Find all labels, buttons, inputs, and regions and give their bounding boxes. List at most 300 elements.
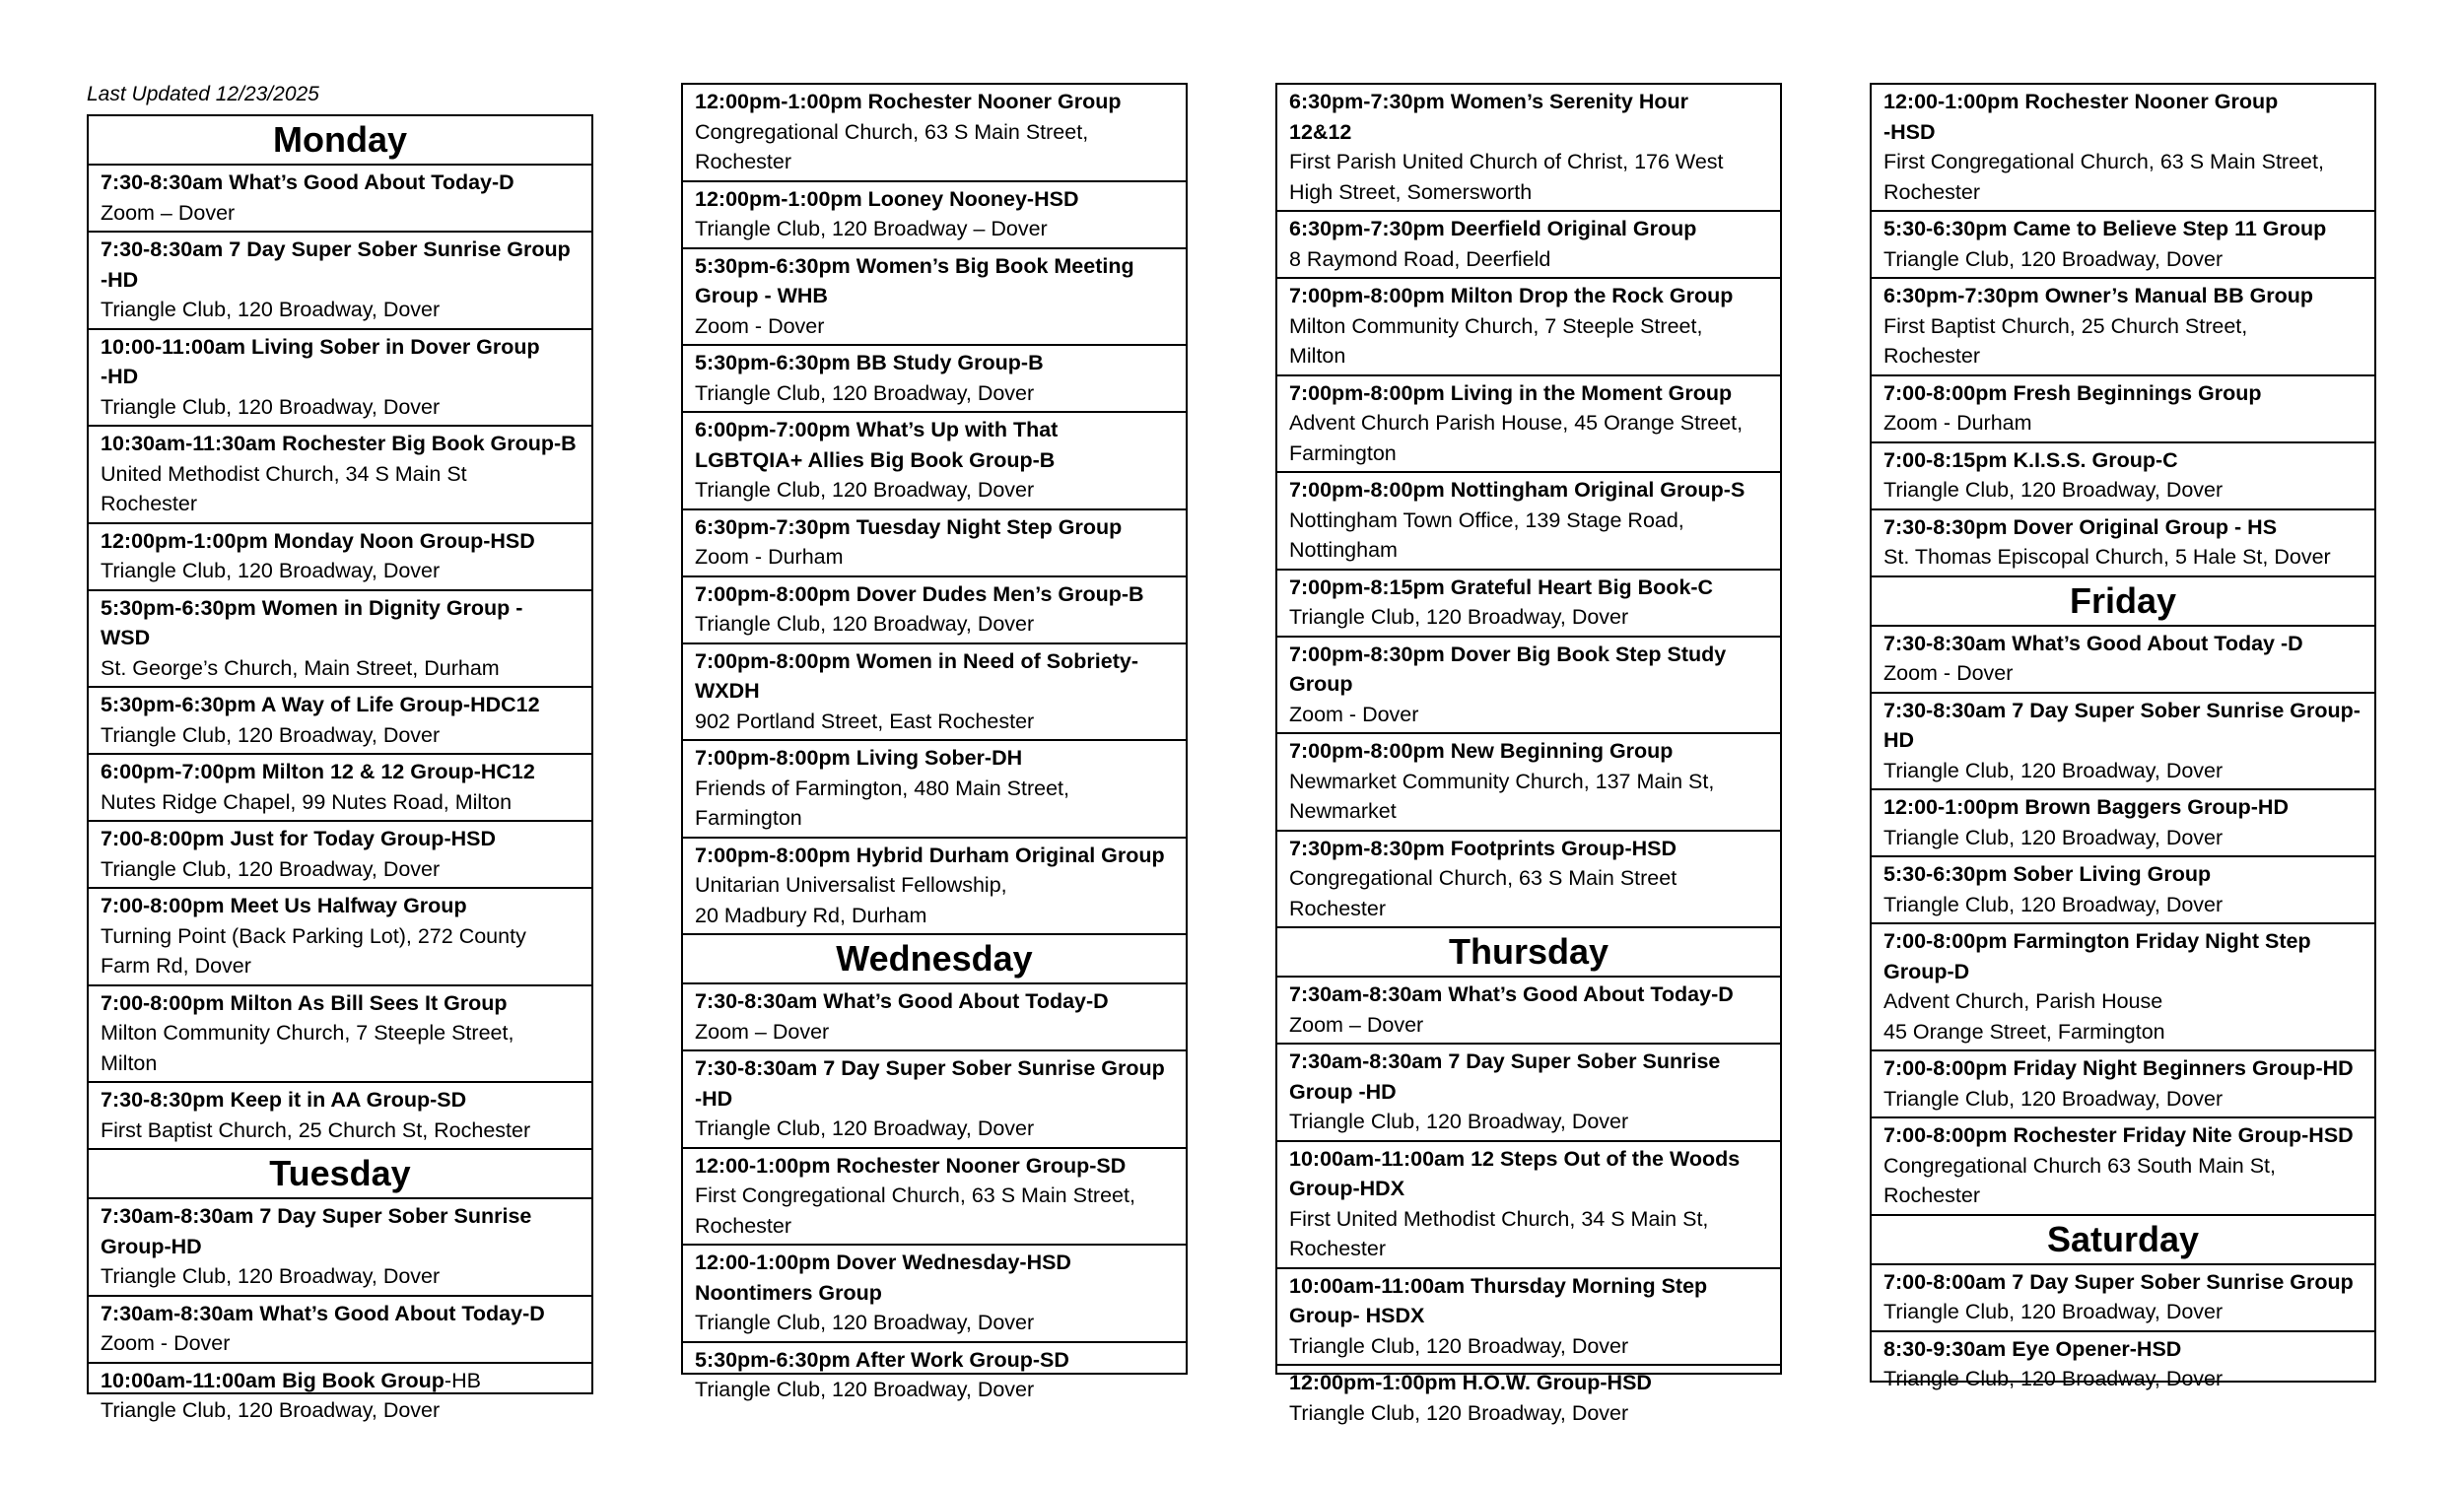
meeting-location-line: Advent Church, Parish House — [1883, 989, 2163, 1013]
meeting-title-line: 7:00pm-8:30pm Dover Big Book Step Study — [1289, 642, 1727, 666]
meeting-location — [101, 198, 585, 229]
meeting-title-line: 7:00pm-8:00pm Living in the Moment Group — [1289, 380, 1733, 405]
meeting-entry — [1872, 279, 2374, 376]
meeting-location-line: Triangle Club, 120 Broadway, Dover — [1883, 1367, 2224, 1390]
meeting-location-line: Unitarian Universalist Fellowship, — [695, 873, 1007, 897]
meeting-title-line: -HD — [101, 267, 139, 292]
meeting-title-line: 10:00am-11:00am 12 Steps Out of the Woods — [1289, 1146, 1741, 1171]
meeting-title — [101, 332, 585, 392]
meeting-title-line: 7:00-8:15pm K.I.S.S. Group-C — [1883, 447, 2178, 472]
meeting-location-line: Triangle Club, 120 Broadway, Dover — [1289, 1333, 1629, 1358]
meeting-title — [695, 1053, 1180, 1114]
meeting-location — [695, 1181, 1180, 1241]
meeting-title-line: 8:30-9:30am Eye Opener-HSD — [1883, 1336, 2182, 1361]
meeting-location — [101, 459, 585, 519]
meeting-title — [1883, 792, 2368, 823]
schedule-column-2 — [681, 83, 1188, 1401]
meeting-title-line: HD — [1883, 728, 1915, 752]
meeting-title-suffix: -HB — [444, 1368, 481, 1392]
meeting-title-line: 6:00pm-7:00pm What’s Up with That — [695, 418, 1059, 441]
meeting-location — [1883, 475, 2368, 506]
meeting-title — [695, 986, 1180, 1017]
meeting-location-line: Zoom - Dover — [101, 1331, 231, 1355]
meeting-location-line: Zoom – Dover — [695, 1019, 830, 1044]
meeting-entry — [1277, 1045, 1780, 1142]
meeting-title-line: 7:00pm-8:00pm Milton Drop the Rock Group — [1289, 284, 1734, 307]
meeting-title-line: 7:30-8:30pm Keep it in AA Group-SD — [101, 1088, 467, 1112]
meeting-location-line: Milton — [101, 1050, 158, 1075]
meeting-location — [101, 1395, 585, 1426]
meeting-location-line: Rochester — [1883, 1183, 1980, 1207]
meeting-location-line: Triangle Club, 120 Broadway, Dover — [101, 559, 441, 582]
meeting-location-line: Congregational Church 63 South Main St, — [1883, 1153, 2276, 1178]
meeting-entry — [89, 1364, 591, 1429]
meeting-entry — [683, 644, 1186, 742]
meeting-title — [695, 512, 1180, 543]
meeting-location — [1289, 506, 1774, 566]
meeting-location — [1883, 823, 2368, 853]
meeting-entry — [683, 510, 1186, 577]
meeting-title-line: 7:00-8:00pm Friday Night Beginners Group-HD — [1883, 1056, 2354, 1080]
meeting-title — [695, 87, 1180, 117]
meeting-location-line: First Congregational Church, 63 S Main Street, — [1883, 150, 2324, 173]
meeting-entry — [1277, 376, 1780, 474]
meeting-entry — [1872, 85, 2374, 212]
meeting-entry — [1277, 1142, 1780, 1269]
meeting-location — [1883, 1364, 2368, 1394]
meeting-entry — [683, 346, 1186, 413]
meeting-location-line: First Congregational Church, 63 S Main Street, — [695, 1183, 1135, 1207]
meeting-location-line: United Methodist Church, 34 S Main St — [101, 461, 467, 486]
meeting-title-line: 6:30pm-7:30pm Deerfield Original Group — [1289, 217, 1697, 240]
meeting-title-line: 5:30pm-6:30pm Women in Dignity Group - — [101, 595, 523, 620]
meeting-location-line: St. George’s Church, Main Street, Durham — [101, 655, 500, 680]
meeting-location-line: 902 Portland Street, East Rochester — [695, 709, 1035, 733]
meeting-location — [695, 774, 1180, 834]
meeting-title-line: 7:30am-8:30am What’s Good About Today-D — [101, 1301, 545, 1325]
meeting-location — [101, 1261, 585, 1292]
meeting-title-line: 7:30am-8:30am What’s Good About Today-D — [1289, 982, 1734, 1006]
schedule-column-1 — [87, 114, 593, 1422]
meeting-title — [101, 593, 585, 653]
meeting-title-line: 7:30-8:30am What’s Good About Today-D — [101, 170, 514, 194]
meeting-location — [1883, 890, 2368, 920]
meeting-location-line: Triangle Club, 120 Broadway, Dover — [695, 1378, 1035, 1401]
meeting-location — [101, 787, 585, 818]
meeting-location-line: First United Methodist Church, 34 S Main St, — [1289, 1206, 1709, 1231]
meeting-title — [101, 1085, 585, 1115]
meeting-location-line: 20 Madbury Rd, Durham — [695, 903, 927, 927]
meeting-title-line: Group -HD — [1289, 1079, 1397, 1104]
meeting-entry — [89, 524, 591, 591]
meeting-location-line: 8 Raymond Road, Deerfield — [1289, 246, 1551, 271]
meeting-title-line: 7:30-8:30am What’s Good About Today -D — [1883, 631, 2303, 655]
meeting-location — [1883, 1084, 2368, 1115]
meeting-title-line: WXDH — [695, 679, 760, 703]
meeting-location-line: Newmarket Community Church, 137 Main St, — [1289, 769, 1715, 793]
meeting-title-line: 10:00am-11:00am Thursday Morning Step — [1289, 1273, 1708, 1298]
meeting-title — [1883, 378, 2368, 409]
meeting-title-line: 6:30pm-7:30pm Owner’s Manual BB Group — [1883, 284, 2314, 307]
meeting-location — [1289, 700, 1774, 730]
meeting-title-line: WSD — [101, 626, 151, 649]
meeting-location — [101, 392, 585, 423]
meeting-location — [1289, 1204, 1774, 1264]
meeting-title — [1883, 1053, 2368, 1084]
meeting-entry — [1872, 924, 2374, 1051]
meeting-title — [1289, 281, 1774, 311]
meeting-location — [101, 1115, 585, 1146]
meeting-title-line: Group- HSDX — [1289, 1304, 1425, 1327]
meeting-location-line: Newmarket — [1289, 799, 1397, 823]
day-heading: Wednesday — [683, 935, 1186, 984]
meeting-location-line: Nottingham Town Office, 139 Stage Road, — [1289, 507, 1684, 532]
meeting-entry — [683, 1051, 1186, 1149]
meeting-title-line: 12:00pm-1:00pm Looney Nooney-HSD — [695, 186, 1079, 211]
meeting-entry — [1872, 1118, 2374, 1216]
meeting-entry — [89, 1083, 591, 1150]
meeting-title-line: 5:30pm-6:30pm BB Study Group-B — [695, 351, 1044, 374]
meeting-location-line: Triangle Club, 120 Broadway, Dover — [1289, 605, 1629, 629]
meeting-location — [695, 542, 1180, 573]
meeting-title — [101, 168, 585, 198]
meeting-title — [1289, 378, 1774, 409]
meeting-location-line: Rochester — [1883, 344, 1980, 368]
meeting-entry — [683, 1343, 1186, 1408]
meeting-location-line: First Baptist Church, 25 Church Street, — [1883, 313, 2248, 338]
meeting-location — [695, 1375, 1180, 1405]
meeting-title-line: 10:00-11:00am Living Sober in Dover Group — [101, 334, 540, 359]
meeting-entry — [1872, 627, 2374, 694]
meeting-location — [695, 378, 1180, 409]
meeting-title — [695, 743, 1180, 774]
meeting-location — [1883, 542, 2368, 573]
meeting-title — [1289, 736, 1774, 767]
meeting-title — [101, 429, 585, 459]
meeting-location-line: Congregational Church, 63 S Main Street — [1289, 866, 1677, 890]
meeting-title-line: 7:00pm-8:00pm Hybrid Durham Original Group — [695, 843, 1165, 867]
meeting-entry — [683, 1246, 1186, 1343]
meeting-title — [1289, 640, 1774, 700]
meeting-entry — [1277, 1366, 1780, 1431]
meeting-title-line: 12:00-1:00pm Brown Baggers Group-HD — [1883, 795, 2289, 819]
meeting-title-line: 12&12 — [1289, 119, 1352, 144]
meeting-location — [1289, 1107, 1774, 1137]
meeting-location — [1289, 1398, 1774, 1429]
meeting-title-line: Group-HDX — [1289, 1177, 1405, 1200]
meeting-location-line: Rochester — [1883, 179, 1980, 204]
meeting-location-line: Rochester — [101, 492, 197, 515]
meeting-location-line: Nottingham — [1289, 538, 1398, 562]
meeting-title — [695, 579, 1180, 610]
meeting-location-line: Triangle Club, 120 Broadway, Dover — [695, 478, 1035, 502]
meeting-entry — [683, 984, 1186, 1051]
meeting-title-line: 6:00pm-7:00pm Milton 12 & 12 Group-HC12 — [101, 760, 535, 783]
meeting-location-line: Triangle Club, 120 Broadway, Dover — [1883, 1300, 2224, 1323]
meeting-entry — [89, 755, 591, 822]
meeting-title-line: 5:30pm-6:30pm Women’s Big Book Meeting — [695, 253, 1134, 278]
meeting-title — [101, 526, 585, 557]
meeting-title — [1289, 87, 1774, 147]
meeting-entry — [1872, 510, 2374, 577]
meeting-title-line: 7:30-8:30am 7 Day Super Sober Sunrise Group — [101, 237, 571, 261]
meeting-location — [101, 653, 585, 684]
meeting-location — [1289, 408, 1774, 468]
meeting-location-line: Rochester — [695, 1213, 791, 1238]
meeting-location — [695, 214, 1180, 244]
meeting-title-line: 10:30am-11:30am Rochester Big Book Group-B — [101, 432, 577, 455]
meeting-title-line: 12:00-1:00pm Dover Wednesday-HSD — [695, 1250, 1071, 1274]
meeting-entry — [1872, 1332, 2374, 1397]
meeting-location-line: Milton — [1289, 344, 1346, 368]
meeting-title — [101, 824, 585, 854]
meeting-title-line: 12:00pm-1:00pm H.O.W. Group-HSD — [1289, 1371, 1652, 1394]
meeting-location-line: Zoom - Dover — [695, 313, 825, 338]
meeting-title-line: 7:30am-8:30am 7 Day Super Sober Sunrise — [1289, 1049, 1721, 1073]
meeting-location — [695, 1308, 1180, 1338]
meeting-entry — [683, 182, 1186, 249]
meeting-title — [1289, 1047, 1774, 1107]
meeting-entry — [1277, 212, 1780, 279]
meeting-location-line: Rochester — [1289, 896, 1386, 920]
meeting-title — [695, 348, 1180, 378]
meeting-title — [1883, 926, 2368, 986]
meeting-location — [695, 870, 1180, 930]
day-heading: Friday — [1872, 577, 2374, 627]
meeting-location-line: Triangle Club, 120 Broadway, Dover — [101, 1398, 441, 1422]
meeting-entry — [1277, 1269, 1780, 1367]
meeting-location-line: Rochester — [1289, 1237, 1386, 1260]
meeting-location — [695, 707, 1180, 737]
meeting-location-line: Triangle Club, 120 Broadway, Dover — [1289, 1400, 1629, 1425]
meeting-location-line: Farmington — [1289, 440, 1397, 465]
meeting-title — [101, 757, 585, 787]
day-heading: Thursday — [1277, 928, 1780, 978]
meeting-title — [695, 251, 1180, 311]
meeting-entry — [1872, 443, 2374, 510]
meeting-title-line: 7:00pm-8:15pm Grateful Heart Big Book-C — [1289, 575, 1714, 599]
meeting-location — [1289, 602, 1774, 633]
meeting-title — [101, 891, 585, 921]
meeting-title-line: 7:30-8:30am What’s Good About Today-D — [695, 989, 1109, 1013]
meeting-location-line: Triangle Club, 120 Broadway, Dover — [101, 298, 441, 321]
meeting-location — [101, 1018, 585, 1078]
meeting-title-line: 5:30-6:30pm Came to Believe Step 11 Group — [1883, 217, 2327, 240]
meeting-title — [695, 184, 1180, 215]
meeting-location-line: Zoom - Durham — [695, 545, 844, 569]
meeting-location — [1883, 1297, 2368, 1327]
meeting-entry — [1277, 571, 1780, 638]
meeting-title-line: Group-D — [1883, 959, 1970, 983]
meeting-title-line: 12:00pm-1:00pm Monday Noon Group-HSD — [101, 528, 535, 553]
meeting-location — [1883, 244, 2368, 275]
meeting-entry — [683, 741, 1186, 839]
meeting-title-line: 7:30-8:30am 7 Day Super Sober Sunrise Group — [695, 1056, 1165, 1080]
meeting-title-line: 7:00-8:00pm Meet Us Halfway Group — [101, 894, 467, 917]
meeting-entry — [1277, 832, 1780, 929]
meeting-title — [695, 415, 1180, 475]
meeting-location-line: Triangle Club, 120 Broadway, Dover — [101, 722, 441, 747]
meeting-location-line: Milton Community Church, 7 Steeple Street, — [1289, 313, 1703, 338]
meeting-location — [101, 556, 585, 586]
meeting-title-line: 5:30-6:30pm Sober Living Group — [1883, 862, 2212, 886]
meeting-title — [1289, 475, 1774, 506]
meeting-location-line: Friends of Farmington, 480 Main Street, — [695, 776, 1070, 800]
meeting-title — [101, 1299, 585, 1329]
schedule-column-4 — [1870, 83, 2376, 1390]
meeting-entry — [89, 688, 591, 755]
meeting-location-line: Farm Rd, Dover — [101, 954, 251, 978]
meeting-title-line: -HSD — [1883, 119, 1936, 144]
meeting-location-line: Zoom - Durham — [1883, 411, 2032, 435]
meeting-title — [1289, 980, 1774, 1010]
meeting-title-line: 10:00am-11:00am Big Book Group — [101, 1368, 445, 1392]
meeting-location — [695, 1114, 1180, 1144]
meeting-entry — [683, 413, 1186, 510]
meeting-title — [695, 1345, 1180, 1376]
meeting-location-line: Triangle Club, 120 Broadway, Dover — [101, 856, 441, 881]
meeting-title-line: 12:00-1:00pm Rochester Nooner Group — [1883, 90, 2279, 113]
day-heading: Monday — [89, 116, 591, 166]
meeting-location — [695, 311, 1180, 342]
meeting-entry — [1872, 212, 2374, 279]
meeting-location-line: Rochester — [695, 150, 791, 173]
meeting-location — [1883, 147, 2368, 207]
meeting-entry — [683, 1149, 1186, 1247]
meeting-location-line: Triangle Club, 120 Broadway, Dover — [1883, 892, 2224, 916]
meeting-location — [695, 1017, 1180, 1048]
meeting-title — [1289, 573, 1774, 603]
meeting-title-line: -HD — [695, 1086, 733, 1111]
meeting-title-line: 7:30am-8:30am 7 Day Super Sober Sunrise — [101, 1204, 532, 1228]
meeting-location-line: Congregational Church, 63 S Main Street, — [695, 119, 1089, 144]
meeting-location-line: Triangle Club, 120 Broadway – Dover — [695, 217, 1048, 240]
meeting-entry — [89, 1199, 591, 1297]
meeting-title-line: LGBTQIA+ Allies Big Book Group-B — [695, 447, 1056, 472]
meeting-entry — [1872, 1051, 2374, 1118]
meeting-title-line: 6:30pm-7:30pm Women’s Serenity Hour — [1289, 90, 1689, 113]
meeting-location — [1289, 311, 1774, 372]
meeting-entry — [683, 85, 1186, 182]
meeting-location-line: Zoom - Dover — [1883, 661, 2014, 685]
meeting-title-line: 7:30-8:30am 7 Day Super Sober Sunrise Group- — [1883, 698, 2361, 722]
meeting-location-line: Zoom – Dover — [101, 200, 236, 225]
meeting-entry — [1277, 279, 1780, 376]
meeting-location-line: Zoom – Dover — [1289, 1012, 1424, 1037]
meeting-entry — [89, 1297, 591, 1364]
meeting-entry — [1277, 638, 1780, 735]
meeting-title — [1883, 1334, 2368, 1365]
meeting-entry — [1277, 473, 1780, 571]
meeting-location — [1883, 408, 2368, 439]
meeting-title-line: 6:30pm-7:30pm Tuesday Night Step Group — [695, 514, 1123, 539]
meeting-location — [1883, 756, 2368, 786]
meeting-title-line: 5:30pm-6:30pm A Way of Life Group-HDC12 — [101, 693, 540, 716]
meeting-location — [1289, 147, 1774, 207]
meeting-title — [1883, 629, 2368, 659]
meeting-location-line: Triangle Club, 120 Broadway, Dover — [1883, 478, 2224, 502]
meeting-title — [1883, 445, 2368, 476]
meeting-location-line: Triangle Club, 120 Broadway, Dover — [1883, 758, 2224, 782]
meeting-title — [1289, 834, 1774, 864]
meeting-location — [1883, 1151, 2368, 1211]
meeting-location-line: Milton Community Church, 7 Steeple Street, — [101, 1021, 514, 1045]
meeting-location — [1883, 311, 2368, 372]
meeting-title — [1883, 87, 2368, 147]
meeting-entry — [89, 591, 591, 689]
meeting-location — [1289, 1331, 1774, 1362]
meeting-entry — [1872, 376, 2374, 443]
meeting-title-line: 7:00-8:00pm Rochester Friday Nite Group-HSD — [1883, 1123, 2354, 1147]
meeting-entry — [1277, 85, 1780, 212]
meeting-title-line: 7:00-8:00am 7 Day Super Sober Sunrise Group — [1883, 1269, 2354, 1294]
meeting-location-line: Triangle Club, 120 Broadway, Dover — [101, 394, 441, 419]
meeting-entry — [1872, 790, 2374, 857]
meeting-title-line: 7:30-8:30pm Dover Original Group - HS — [1883, 514, 2278, 539]
meeting-entry — [89, 427, 591, 524]
meeting-location-line: 45 Orange Street, Farmington — [1883, 1019, 2165, 1044]
meeting-title — [695, 646, 1180, 707]
schedule-column-3 — [1275, 83, 1782, 1425]
meeting-title-line: 7:00pm-8:00pm Living Sober-DH — [695, 746, 1023, 770]
meeting-location — [695, 609, 1180, 640]
meeting-location-line: Zoom - Dover — [1289, 702, 1419, 726]
meeting-location-line: Nutes Ridge Chapel, 99 Nutes Road, Milton — [101, 789, 513, 814]
meeting-location-line: Triangle Club, 120 Broadway, Dover — [695, 612, 1035, 636]
meeting-location-line: Triangle Club, 120 Broadway, Dover — [1883, 825, 2224, 849]
meeting-location — [101, 295, 585, 325]
meeting-title-line: Group - WHB — [695, 284, 828, 307]
meeting-entry — [683, 839, 1186, 936]
meeting-location-line: Triangle Club, 120 Broadway, Dover — [1883, 1086, 2224, 1111]
meeting-location — [101, 921, 585, 981]
meeting-location-line: Triangle Club, 120 Broadway, Dover — [695, 380, 1035, 405]
meeting-location — [1289, 244, 1774, 275]
meeting-title — [1289, 214, 1774, 244]
meeting-title-line: 5:30pm-6:30pm After Work Group-SD — [695, 1347, 1069, 1372]
meeting-location — [101, 1328, 585, 1359]
meeting-title — [1289, 1271, 1774, 1331]
meeting-title-line: 7:00-8:00pm Milton As Bill Sees It Group — [101, 990, 508, 1015]
meeting-entry — [1277, 978, 1780, 1045]
meeting-title-line: 12:00-1:00pm Rochester Nooner Group-SD — [695, 1153, 1127, 1178]
meeting-location-line: Farmington — [695, 806, 802, 830]
meeting-entry — [89, 330, 591, 428]
meeting-location-line: Triangle Club, 120 Broadway, Dover — [101, 1264, 441, 1288]
meeting-title — [101, 1366, 585, 1396]
meeting-title — [695, 1248, 1180, 1308]
meeting-title-line: Noontimers Group — [695, 1280, 882, 1305]
meeting-location — [1289, 863, 1774, 923]
last-updated-note: Last Updated 12/23/2025 — [87, 83, 319, 105]
meeting-entry — [1872, 1265, 2374, 1332]
meeting-title — [1289, 1368, 1774, 1398]
meeting-entry — [1872, 857, 2374, 924]
meeting-title — [695, 1151, 1180, 1182]
meeting-entry — [1872, 694, 2374, 791]
meeting-title-line: 7:00pm-8:00pm New Beginning Group — [1289, 739, 1674, 763]
meeting-title — [1883, 281, 2368, 311]
meeting-title — [1883, 859, 2368, 890]
meeting-entry — [89, 233, 591, 330]
meeting-title — [695, 841, 1180, 871]
meeting-title-line: 7:00pm-8:00pm Nottingham Original Group-S — [1289, 478, 1745, 502]
meeting-location — [695, 475, 1180, 506]
meeting-title — [101, 235, 585, 295]
meeting-title-line: 7:00pm-8:00pm Women in Need of Sobriety- — [695, 648, 1138, 673]
meeting-location — [101, 854, 585, 885]
meeting-entry — [1277, 734, 1780, 832]
